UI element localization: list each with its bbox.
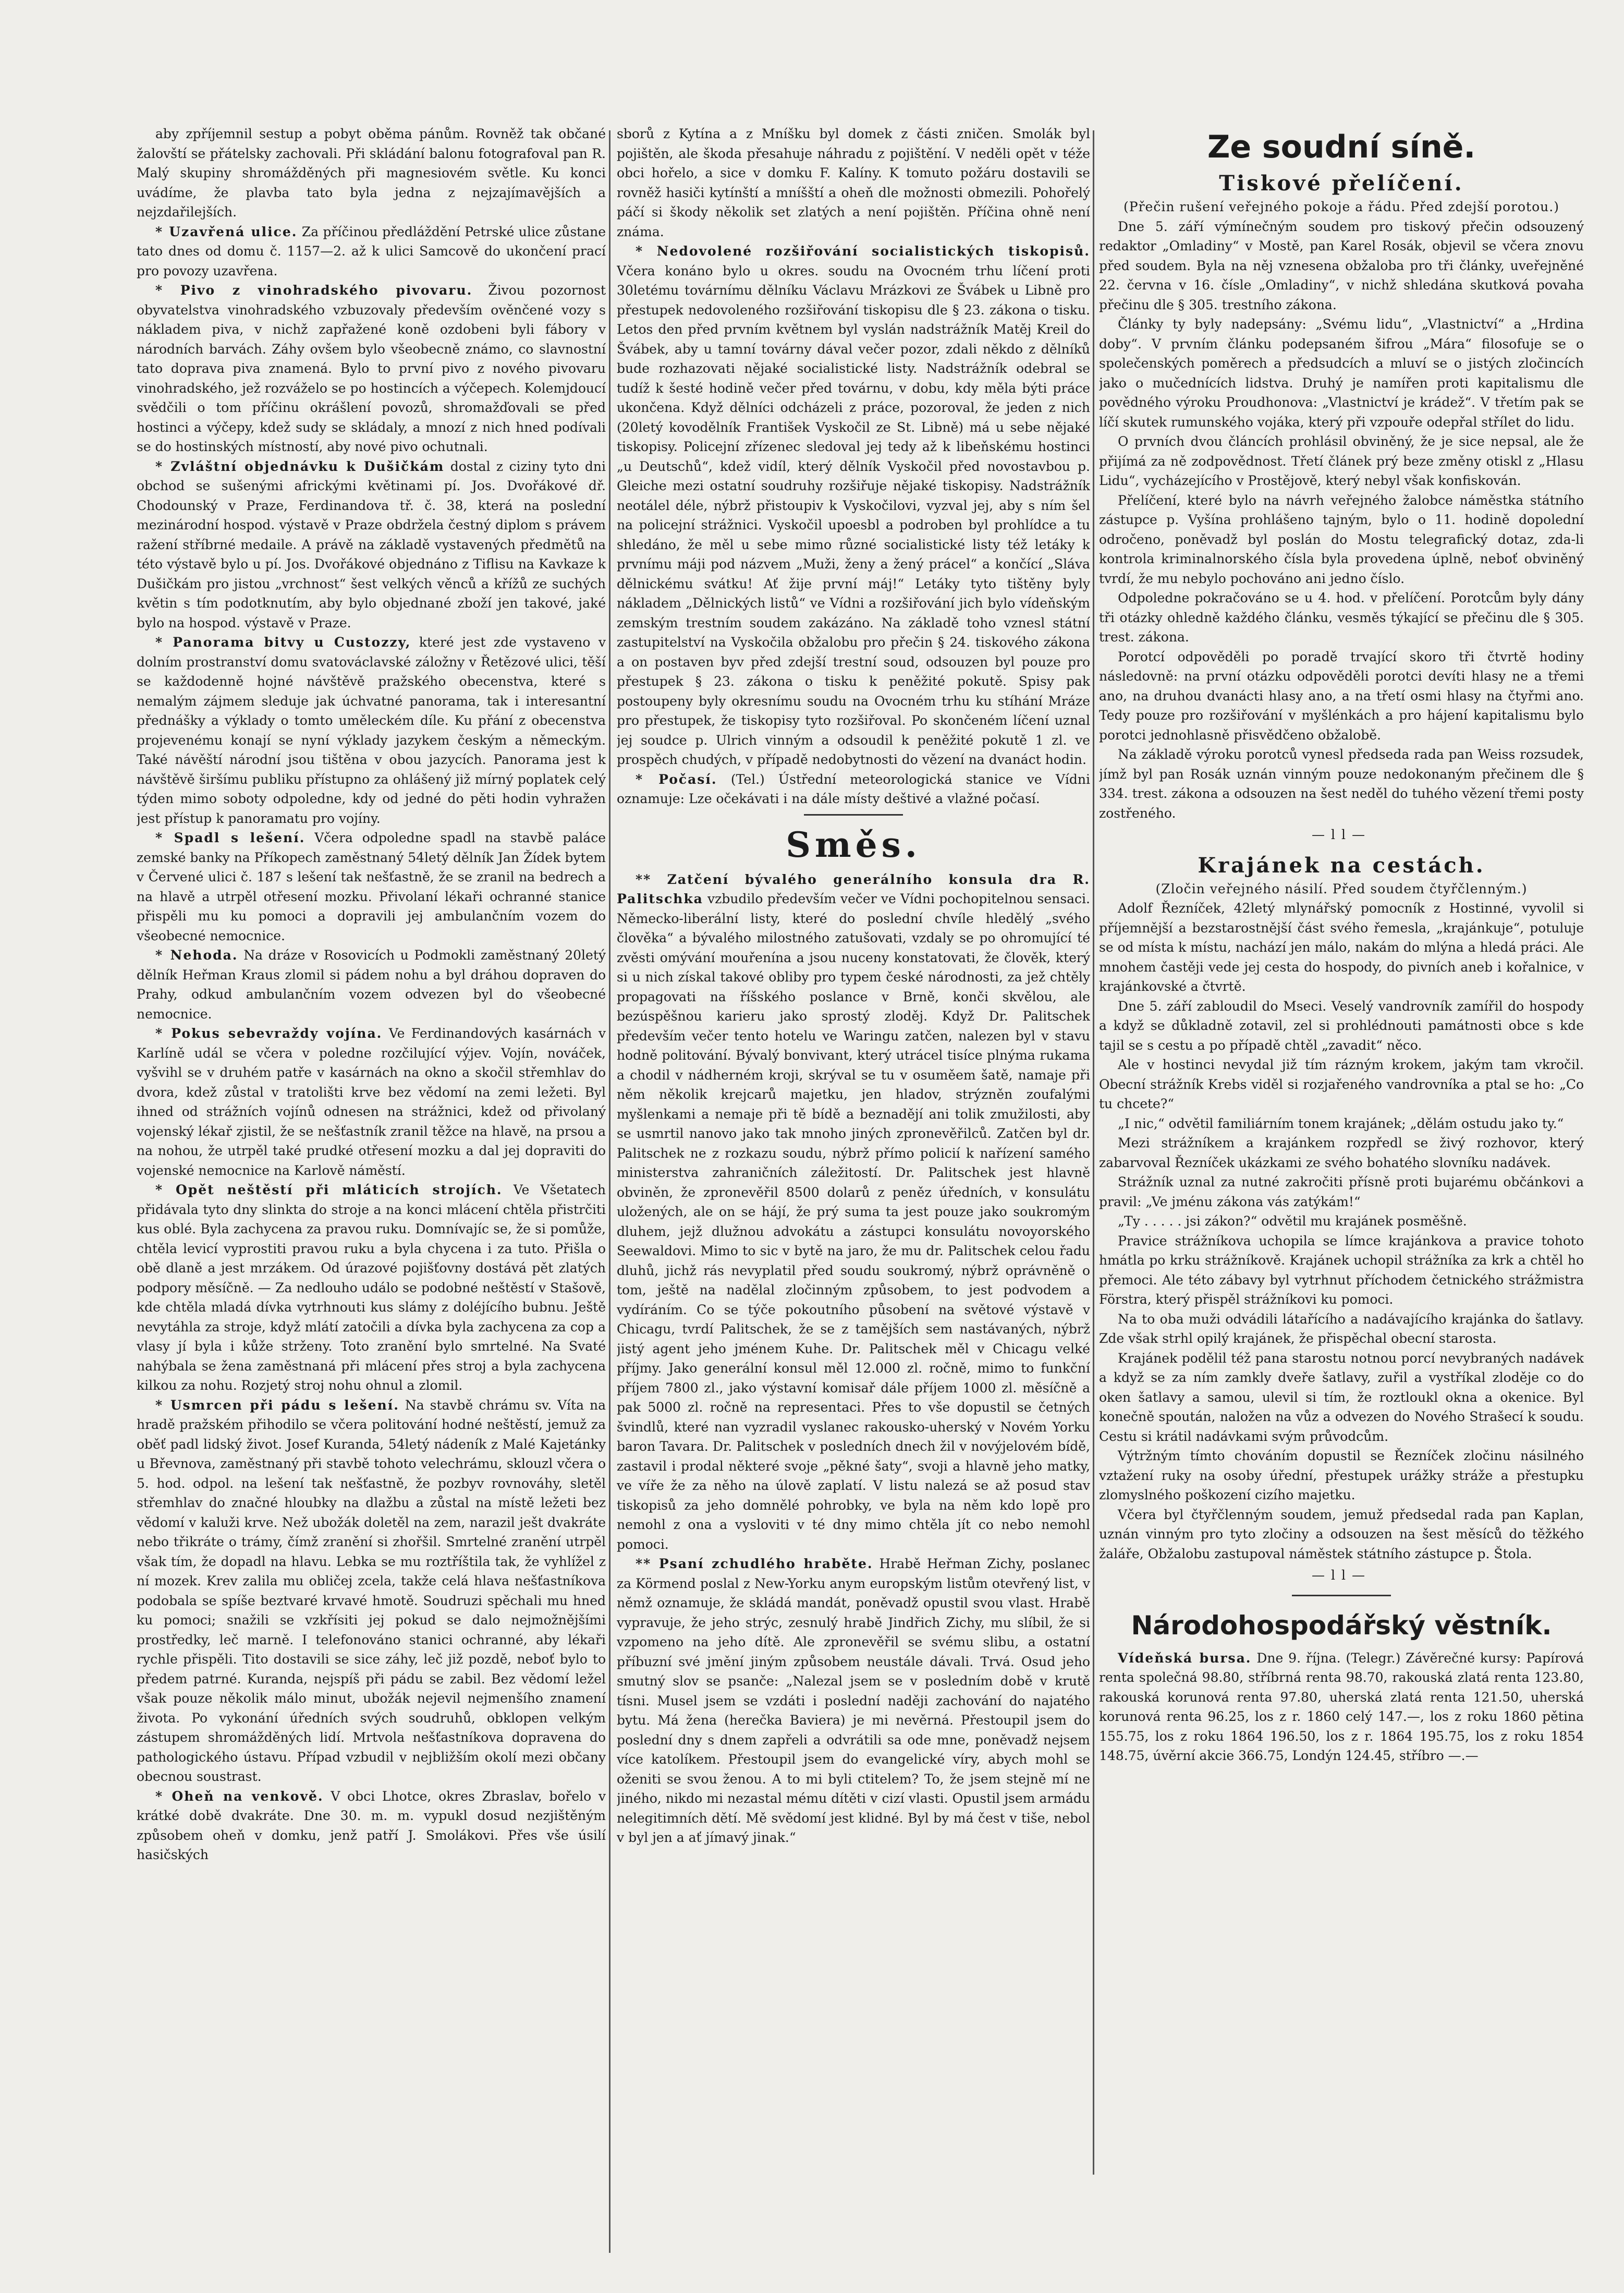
article-paragraph	[137, 1180, 606, 1396]
article-text: Ve Ferdinandových kasárnách v Karlíně udál se včera v poledne rozčilující výjev. Vojín, nováček, vyšvihl se v druhém patře v kasárnách na okno a skočil střemhlav do dvora, kdež zůstal v tratolišti krve bez vědomí na zemi ležeti. Byl ihned od strážních vojínů odnesen na strážnici, kdež od přivolaný vojenský lékař zjistil, že se nešťastník zranil těžce na hlavě, na prsou a na nohou, že utrpěl také prudké otřesení mozku a dal jej dopraviti do vojenské nemocnice na Karlově náměstí.	[137, 1026, 606, 1178]
article-heading: * Pivo z vinohradského pivovaru.	[155, 283, 473, 298]
article-paragraph: „I nic,“ odvětil familiárním tonem krajánek; „dělám ostudu jako ty.“	[1118, 1115, 1564, 1131]
article-heading: * Pokus sebevraždy vojína.	[155, 1026, 383, 1041]
column-left	[137, 124, 606, 2257]
article-heading: * Zvláštní objednávku k Dušičkám	[155, 458, 445, 474]
article-text: které jest zde vystaveno v dolním prostranství domu svatováclavské záložny v Řetězové ulici, těší se každodenně hojné návštěvě pražského obecenstva, které s nemalým zájmem sleduje jak úchvatné panorama, tak i interesantní přednášky a výklady o tomto uměleckém díle. Ku přání z obecenstva projevenému konají se nyní výklady jazykem českým a německým. Také návěští národní jsou tištěna v obou jazycích. Panorama jest k návštěvě širšímu publiku přístupno za ohlášený již mírný poplatek celý týden mimo soboty odpoledne, kdy od jedné do pěti hodin vyhražen jest přístup k panoramatu pro vojíny.	[137, 635, 606, 826]
article-heading: Vídeňská bursa.	[1118, 1650, 1252, 1666]
article-paragraph: Dne 5. září výmínečným soudem pro tiskový přečin odsouzený redaktor „Omladiny“ v Mostě, pan Karel Rosák, objevil se včera znovu před soudem. Byla na něj vznesena obžaloba pro tři články, uveřejněné 22. června v 16. čísle „Omladiny“, v nichž shledána skutková povaha přečinu dle § 305. trestního zákona.	[1099, 219, 1584, 312]
subsection-title: Krajánek na cestách.	[1198, 853, 1485, 878]
article-paragraph: Na to oba muži odvádili látařícího a nadávajícího krajánka do šatlavy. Zde však strhl opilý krajánek, že přispěchal obecní starosta.	[1099, 1311, 1584, 1346]
article-paragraph: Ale v hostinci nevydal již tím rázným krokem, jakým tam vkročil. Obecní strážník Krebs viděl si rozjařeného vandrovníka a ptal se ho: „Co tu chcete?“	[1099, 1057, 1584, 1111]
section-title: Ze soudní síně.	[1207, 129, 1476, 165]
article-paragraph: Krajánek podělil též pana starostu notnou porcí nevybraných nadávek a když se za ním zamkly dveře šatlavy, zuřil a vystříkal zloděje co do oken šatlavy a samou, ulevil si tím, že roztloukl okna a okenice. Byl konečně spoután, naložen na vůz a odvezen do Nového Strašecí k soudu. Cestu si krátil nadávkami svým průvodcům.	[1099, 1350, 1584, 1444]
article-paragraph	[137, 457, 606, 633]
article-paragraph: Přelíčení, které bylo na návrh veřejného žalobce náměstka státního zástupce p. Vyšína prohlášeno tajným, bylo o 11. hodině dopolední odročeno, poněvadž byl poslán do Mostu telegrafický dotaz, zda-li kontrola kriminalnorského čísla byla provedena úplně, neboť obviněný tvrdí, že mu nebylo pochováno ani jedno číslo.	[1099, 492, 1584, 586]
article-heading: * Usmrcen při pádu s lešení.	[155, 1397, 399, 1413]
article-paragraph	[617, 770, 1090, 809]
article-paragraph: Adolf Řezníček, 42letý mlynářský pomocník z Hostinné, vyvolil si příjemnější a bezstarostnější část svého řemesla, „krajánkuje“, potuluje se od místa k místu, nachází jen málo, nakám do mlýna a hledá práci. Ale mnohem častěji vede jej cesta do hospody, do pivních aneb i kořalnice, v krajánkovské a čtvrtě.	[1099, 901, 1584, 994]
article-paragraph: Mezi strážníkem a krajánkem rozpředl se živý rozhovor, který zabarvoval Řezníček ukázkami ze svého bohatého slovníku nadávek.	[1099, 1135, 1584, 1170]
section-divider	[1292, 1595, 1391, 1596]
article-paragraph: Strážník uznal za nutné zakročiti přísně proti bujarému občánkovi a pravil: „Ve jménu zákona vás zatýkám!“	[1099, 1174, 1584, 1209]
article-paragraph: sborů z Kytína a z Mníšku byl domek z části zničen. Smolák byl pojištěn, ale škoda přesahuje náhradu z pojištění. V neděli opět v téže obci hořelo, a sice v domku F. Kalíny. K tomuto požáru dostavili se rovněž hasiči kytínští a mníšští a oheň dle možnosti obmezili. Pohořelý páčí si škody několik set zlatých a není pojištěn. Příčina ohně není známa.	[617, 126, 1090, 239]
article-paragraph	[137, 828, 606, 945]
article-text: vzbudilo především večer ve Vídni pochopitelnou sensaci. Německo-liberální listy, které do poslední chvíle hledělý „svého člověka“ a bývalého milostného zatušovati, vzdaly se po ohromující té zvěsti omývání mouřenína a jsou nuceny konstatovati, že člověk, který si u nich získal takové obliby pro typem české národnosti, za jež chtěly propagovati na říšského poslance v Brně, konči skvělou, ale bezúspěšnou karieru jako sprostý zloděj. Když Dr. Palitschek především večer tento hotelu ve Waringu zatčen, nalezen byl v stavu hodně politování. Bývalý bonvivant, který utrácel tisíce plnýma rukama a chodil v nádherném kroji, skrýval se tu v osuměem šatě, namaje při něm několik krejcarů majetku, jen hladov, strýzněn zoufalými myšlenkami a nemaje při tě bídě a beznadějí ani tolik zmužilosti, aby se usmrtil nanovo jako tak mnoho jiných zpronevěřilců. Zatčen byl dr. Palitschek ne z rozkazu soudu, nýbrž přímo policií k nařízení samého ministerstva zahraničních záležitostí. Dr. Palitschek jest hlavně obviněn, že zpronevěřil 8500 dolarů z peněz úředních, v konsulátu uložených, ale on se hájí, že prý suma ta jest pouze jako soukromým dluhem, jejž dlužnou advokátu a zástupci konsulátu novoyorského Seewaldovi. Mimo to sic v bytě na jaro, že mu dr. Palitschek celou řadu dluhů, jichž rás nevyplatil před soudu soukromý, nýbrž oprávněně o tom, ještě na nadělal zločinným způsobem, to jest podvodem a vydíráním. Co se týče pokoutního působení na světové výstavě v Chicagu, tvrdí Palitschek, že se z tamějších sem nastávaných, nýbrž jistý agent jeho jménem Kuhe. Dr. Palitschek měl v Chicagu velké příjmy. Jako generální konsul měl 12.000 zl. ročně, mimo to funkční příjem 7800 zl., jako výstavní komisař dále příjem 1000 zl. měsíčně a pak 5000 zl. ročně na representaci. Přes to vše dopustil se četných švindlů, které nan vyzradil vyslanec rakousko-uherský v Novém Yorku baron Tavara. Dr. Palitschek v posledních dnech žil v novýjelovém bídě, zastavil i prodal některé svoje „pěkné šaty“, svoji a hlavně jeho matky, ve víře že za něho na úlově zaplatí. V listu nalezá se až posud stav tiskopisů za jeho domnělé pohrobky, ve byla na něm kdo lopě pro nemohl z ona a vysloviti v té dny mimo chtěla jít co nebo nemohl pomoci.	[617, 891, 1090, 1552]
article-paragraph: Články ty byly nadepsány: „Svému lidu“, „Vlastnictví“ a „Hrdina doby“. V prvním článku podepsaném šifrou „Mára“ filosofuje se o společenských poměrech a předsudcích a mluví se o jistých zločincích jako o mučednících lidstva. Druhý je namířen proti kapitalismu dle povědného výroku Proudhonova: „Vlastnictví je krádež“. V třetím pak se líčí skutek rumunského vojáka, který při vzpouře odepřal střílet do lidu.	[1099, 317, 1584, 430]
article-paragraph	[1099, 1648, 1584, 1766]
article-paragraph	[137, 281, 606, 457]
article-paragraph: „Ty . . . . . jsi zákon?“ odvětil mu krajánek posměšně.	[1118, 1214, 1467, 1229]
article-text: V obci Lhotce, okres Zbraslav, bořelo v krátké době dvakráte. Dne 30. m. m. vypukl dosud nezjištěným způsobem oheň v domku, jenž patří J. Smolákovi. Přes vše úsilí hasičských	[137, 1788, 606, 1862]
article-paragraph	[617, 1554, 1090, 1848]
article-text: Včera konáno bylo u okres. soudu na Ovocném trhu líčení proti 30letému továrnímu dělníku Václavu Mrázkovi ze Švábek u Libně pro přestupek nedovoleného rozšiřování tiskopisu dle § 23. zákona o tisku. Letos den před prvním květnem byl vyslán nadstrážník Matěj Kreil do Švábek, aby u tamní továrny dával večer pozor, zdali někdo z dělníků bude rozhazovati nějaké socialistické listy. Nadstrážník odebral se tudíž k šesté hodině večer před továrnu, v dobu, kdy měla býti práce ukončena. Když dělníci odcházeli z práce, pozoroval, že jeden z nich (20letý kovodělník František Vyskočil ze St. Libně) má u sebe nějaké tiskopisy. Policejní zřízenec sledoval jej tedy až k libeňskému hostinci „u Deutschů“, kdež vidíl, který dělník Vyskočil před novostavbou p. Gleiche mezi ostatní soudruhy rozšiřuje nějaké tiskopisy. Nadstrážník neotálel déle, nýbrž přistoupiv k Vyskočilovi, vyzval jej, aby s ním šel na policejní strážnici. Vyskočil upoesbl a podroben byl prohlídce a tu shledáno, že měl u sebe mimo různé socialistické listy též letáky k prvnímu máji pod názvem „Muži, ženy a žený prácel“ a končící „Sláva dělnickému svátku! Ať žije první máj!“ Letáky tyto tištěny byly nákladem „Dělnických listů“ ve Vídni a rozšiřování jich bylo vídeňským zemským trestním soudem zakázáno. Na základě toho vznesl státní zastupitelství na Vyskočila obžalobu pro přečin § 24. tiskového zákona a on postaven byv před zdejší trestní soud, odsouzen byl pouze pro přestupek § 23. zákona o tisku k peněžité pokutě. Spisy pak postoupeny byly okresnímu soudu na Ovocném trhu ku stíhání Mráze pro přestupek, že tiskopisy tyto rozšiřoval. Po skončeném líčení uznal jej soudce p. Ulrich vinným a odsoudil k peněžité pokutě 1 zl. ve prospěch chudých, v případě nedobytnosti do vězení na dvanáct hodin.	[617, 263, 1090, 767]
article-paragraph: Na základě výroku porotců vynesl předseda rada pan Weiss rozsudek, jímž byl pan Rosák uznán vinným pouze nedokonaným přečinem dle § 334. trest. zákona a odsouzen na šest neděl do tuhého vězení třemi posty zostřeného.	[1099, 747, 1584, 821]
article-paragraph: Dne 5. září zabloudil do Mseci. Veselý vandrovník zamířil do hospody a když se důkladně zotavil, zel si prohlédnouti památnosti obce s kde tajil se s cestu a po případě chtěl „zavadit“ něco.	[1099, 998, 1584, 1053]
section-title-smes: Směs.	[786, 824, 921, 865]
article-heading: * Nedovolené rozšiřování socialistických tiskopisů.	[636, 244, 1090, 259]
article-text: (Tel.) Ústřední meteorologická stanice ve Vídni oznamuje: Lze očekávati i na dále místy deštivé a vlažné počasí.	[617, 771, 1090, 806]
article-heading: * Spadl s lešení.	[155, 830, 306, 845]
article-text: Na stavbě chrámu sv. Víta na hradě pražském přihodilo se včera politování hodné neštěstí, jemuž za oběť padl lidský život. Josef Kuranda, 54letý nádeník z Malé Kajetánky u Břevnova, zaměstnaný při stavbě tohoto velechrámu, sklouzl včera o 5. hod. odpol. na lešení tak nešťastně, že pozbyv rovnováhy, sletěl střemhlav do značné hloubky na dlažbu a zůstal na místě ležeti bez vědomí v kaluži krve. Než ubožák doletěl na zem, narazil ješt dvakráte nebo třikráte o trámy, čímž zranění si zhořšil. Smrtelné zranění utrpěl však tím, že dopadl na hlavu. Lebka se mu roztříštila tak, že vyhlížel z ní mozek. Krev zalila mu obličej zcela, takže celá hlava nešťastníkova podobala se spíše beztvaré krvavé hmotě. Soudruzi spěchali mu hned ku pomoci; snažili se vzkřísiti jej pokud se dalo nejmožnějšími prostředky, leč marně. I telefonováno stanici ochranné, aby lékaři rychle přispěli. Tito dostavili se sice záhy, leč již pozdě, neboť bylo to předem patrné. Kuranda, nejspíš při pádu se zabil. Bez vědomí ležel však pouze několik málo minut, ubožák nejevil nejmenšího znamení života. Po vykonání úředních svých soudruhů, obklopen velkým zástupem shromážděných lidí. Mrtvola nešťastníkova dopravena do pathologického ústavu. Případ vzbudil v nejbližším okolí mezi občany obecnou soustrast.	[137, 1397, 606, 1784]
article-text: Včera odpoledne spadl na stavbě paláce zemské banky na Příkopech zaměstnaný 54letý dělník Jan Žídek bytem v Červené ulici č. 187 s lešení tak nešťastně, že se zranil na bedrech a na hlavě a utrpěl otřesení mozku. Přivolaní lékaři ochranné stanice přispěli mu ku pomoci a dopravili jej ambulančním vozem do všeobecné nemocnice.	[137, 830, 606, 943]
article-heading: * Oheň na venkově.	[155, 1788, 324, 1804]
article-paragraph	[617, 241, 1090, 770]
column-rule	[1093, 130, 1094, 2175]
article-heading: * Počasí.	[636, 771, 717, 787]
article-heading: ** Psaní zchudlého hraběte.	[636, 1556, 873, 1571]
article-paragraph: Porotcí odpověděli po poradě trvající skoro tři čtvrtě hodiny následovně: na první otázku odpověděli porotci devíti hlasy ne a třemi ano, na druhou dvanácti hlasy ano, a na třetí osmi hlasy na čtyřmi ano. Tedy pouze pro rozšiřování v myšlénkách a pro hájení kapitalismu bylo porotci jednohlasně přisvědčeno obžalobě.	[1099, 649, 1584, 743]
article-heading: * Nehoda.	[155, 948, 238, 963]
article-paragraph: O prvních dvou článcích prohlásil obviněný, že je sice nepsal, ale že přijímá za ně zodpovědnost. Třetí článek prý beze změny otiskl z „Hlasu Lidu“, vycházejícího v Prostějově, který nebyl však konfiskován.	[1099, 434, 1584, 488]
article-paragraph: Výtržným tímto chováním dopustil se Řezníček zločinu násilného vztažení ruky na osoby úřední, přestupek urážky stráže a přestupku zlomyslného poškození cizího majetku.	[1099, 1448, 1584, 1502]
article-text: Ve Všetatech přidávala tyto dny slinkta do stroje a na konci mlácení chtěla přistrčiti kus oblé. Byla zachycena za pravou ruku. Domnívajíc se, že si pomůže, chtěla levicí vyprostiti pravou ruku a byla chycena i za tuto. Přišla o obě dlaně a jest mrzákem. Od úrazové pojišťovny dostává pět zlatých podpory měsíčně. — Za nedlouho událo se podobné neštěstí v Stašově, kde chtěla mladá dívka vytrhnouti kus slámy z doléjícího bubnu. Ještě nevytáhla za stroje, když mlátí zatočili a dívka byla zachycena za cop a vlasy jí byla i kůže strženy. Toto zranění bylo smrtelné. Na Svaté nahýbala se žena zaměstnaná při mlácení přes stroj a byla zachycena kilkou za nohu. Rozjetý stroj nohu ohnul a zlomil.	[137, 1182, 606, 1393]
article-paragraph	[137, 222, 606, 281]
column-rule	[609, 130, 610, 2253]
article-paragraph: Pravice strážníkova uchopila se límce krajánkova a pravice tohoto hmátla po krku strážníkově. Krajánek uchopil strážníka za krk a chtěl ho přemoci. Ale této zábavy byl vytrhnut příchodem četnického strážmistra Förstra, který přispěl strážníkovi ku pomoci.	[1099, 1233, 1584, 1307]
article-paragraph	[137, 1396, 606, 1787]
column-right	[1099, 124, 1584, 2194]
article-text: Na dráze v Rosovicích u Podmokli zaměstnaný 20letý dělník Heřman Kraus zlomil si pádem nohu a byl dráhou dopraven do Prahy, odkud ambulančním vozem odvezen byl do všeobecné nemocnice.	[137, 948, 606, 1022]
section-divider	[804, 814, 903, 816]
article-separator: —ll—	[1312, 1568, 1371, 1583]
article-text: dostal z ciziny tyto dni obchod se sušenými africkými květinami pí. Jos. Dvořákové dř. Chodounský v Praze, Ferdinandova tř. č. 38, která na poslední mezinárodní hospod. výstavě v Praze obdržela čestný diplom s právem ražení stříbrné medaile. A právě na základě vystavených předmětů na této výstavě bylo u pí. Jos. Dvořákové objednáno z Tiflisu na Kavkaze k Dušičkám pro jistou „vrchnost“ šest velkých věnců a křížů ze suchých květin s tím podotknutím, aby bylo objednané zboží jen takové, jaké bylo na hospod. výstavě v Praze.	[137, 458, 606, 630]
article-paragraph: Odpoledne pokračováno se u 4. hod. v přelíčení. Porotcům byly dány tři otázky ohledně každého článku, vesměs týkající se přečinu dle § 305. trest. zákona.	[1099, 590, 1584, 645]
article-separator: —ll—	[1312, 827, 1371, 842]
article-heading: * Panorama bitvy u Custozzy,	[155, 635, 411, 650]
article-paragraph	[617, 870, 1090, 1555]
article-text: Živou pozornost obyvatelstva vinohradského vzbuzovaly především ověnčené vozy s nákladem piva, v nichž zapřažené koně ozdobeni byli fábory v národních barvách. Záhy ovšem bylo všeobecně známo, co slavnostní tato doprava piva znamená. Bylo to první pivo z nového pivovaru vinohradského, jež rozváželo se po hostincích a výčepech. Kolemjdoucí svědčili o tom příčinu okrášlení povozů, shromažďovali se před hostinci a výčepy, kdež sudy se skládaly, a mnozí z nich hned podívali se do hostinských místností, aby nové pivo ochutnali.	[137, 283, 606, 454]
article-heading: * Opět neštěstí při mláticích strojích.	[155, 1182, 503, 1197]
article-paragraph	[137, 633, 606, 828]
article-paragraph: Včera byl čtyřčlenným soudem, jemuž předsedal rada pan Kaplan, uznán vinným pro tyto zločiny a odsouzen na šest měsíců do těžkého žaláře, Obžalobu zastupoval náměstek státního zástupce p. Štola.	[1099, 1507, 1584, 1561]
subsection-subtitle: (Přečin rušení veřejného pokoje a řádu. Před zdejší porotou.)	[1124, 199, 1559, 214]
article-paragraph	[137, 1787, 606, 1865]
article-heading: * Uzavřená ulice.	[155, 224, 298, 239]
article-paragraph	[137, 945, 606, 1024]
article-paragraph: aby zpříjemnil sestup a pobyt oběma pánům. Rovněž tak občané žalovští se přátelsky zachovali. Při skládání balonu fotografoval pan R. Malý skupiny shromážděných při magnesiovém světle. Ku konci uvádíme, že plavba tato byla jedna z nejzajímavějších a nejzdařilejších.	[137, 126, 606, 220]
article-text: Za příčinou předláždění Petrské ulice zůstane tato dnes od domu č. 1157—2. až k ulici Samcově do ukončení prací pro povozy uzavřena.	[137, 224, 606, 278]
article-paragraph	[137, 1024, 606, 1180]
column-middle	[617, 124, 1090, 2257]
subsection-subtitle: (Zločin veřejného násilí. Před soudem čtyřčlenným.)	[1155, 881, 1528, 896]
article-text: Hrabě Heřman Zichy, poslanec za Körmend poslal z New-Yorku anym europským listům otevřený list, v němž oznamuje, že skládá mandát, poněvadž opustil svou vlast. Hrabě vypravuje, že jeho strýc, zesnulý hrabě Jindřich Zichy, mu slíbil, že si vzpomeno na jeho dítě. Ale zpronevěřil se svému slibu, a ostatní příbuzní své jmění jiným způsobem neustále dávali. Trvá. Osud jeho smutný slov se psanče: „Nalezal jsem se v posledním době v krutě tísni. Musel jsem se vzdáti i poslední naději zachování do najatého bytu. Má žena (herečka Baviera) je mi nevěrná. Přestoupil jsem do poslední dny s dnem zapřeli a odvrátili sa ode mne, poněvadž nejsem více katolíkem. Přestoupil jsem do evangelické víry, abych mohl se oženiti se svou ženou. A to mi byli ctitelem? To, že jsem stejně mí ne jiného, nikdo mi nezastal mému dítěti v cizí vlasti. Opustil jsem armádu nelegitimních dětí. Mě svědomí jest klidné. Byl by má čest v tiše, nebol v byl jen a ať jímavý jinak.“	[617, 1556, 1090, 1845]
article-text: Dne 9. října. (Telegr.) Závěrečné kursy: Papírová renta společná 98.80, stříbrná renta 98.70, rakouská zlatá renta 123.80, rakouská korunová renta 97.80, uherská zlatá renta 121.50, uherská korunová renta 96.25, los z r. 1860 celý 147.—, los z roku 1860 pětina 155.75, los z roku 1864 196.50, los z r. 1864 195.75, los z roku 1854 148.75, úvěrní akcie 366.75, Londýn 124.45, stříbro —.—	[1099, 1650, 1584, 1763]
section-title: Národohospodářský věstník.	[1131, 1610, 1552, 1641]
article-heading: ** Zatčení bývalého generálního konsula dra R. Palitschka	[617, 871, 1090, 906]
subsection-title: Tiskové přelíčení.	[1219, 171, 1464, 196]
